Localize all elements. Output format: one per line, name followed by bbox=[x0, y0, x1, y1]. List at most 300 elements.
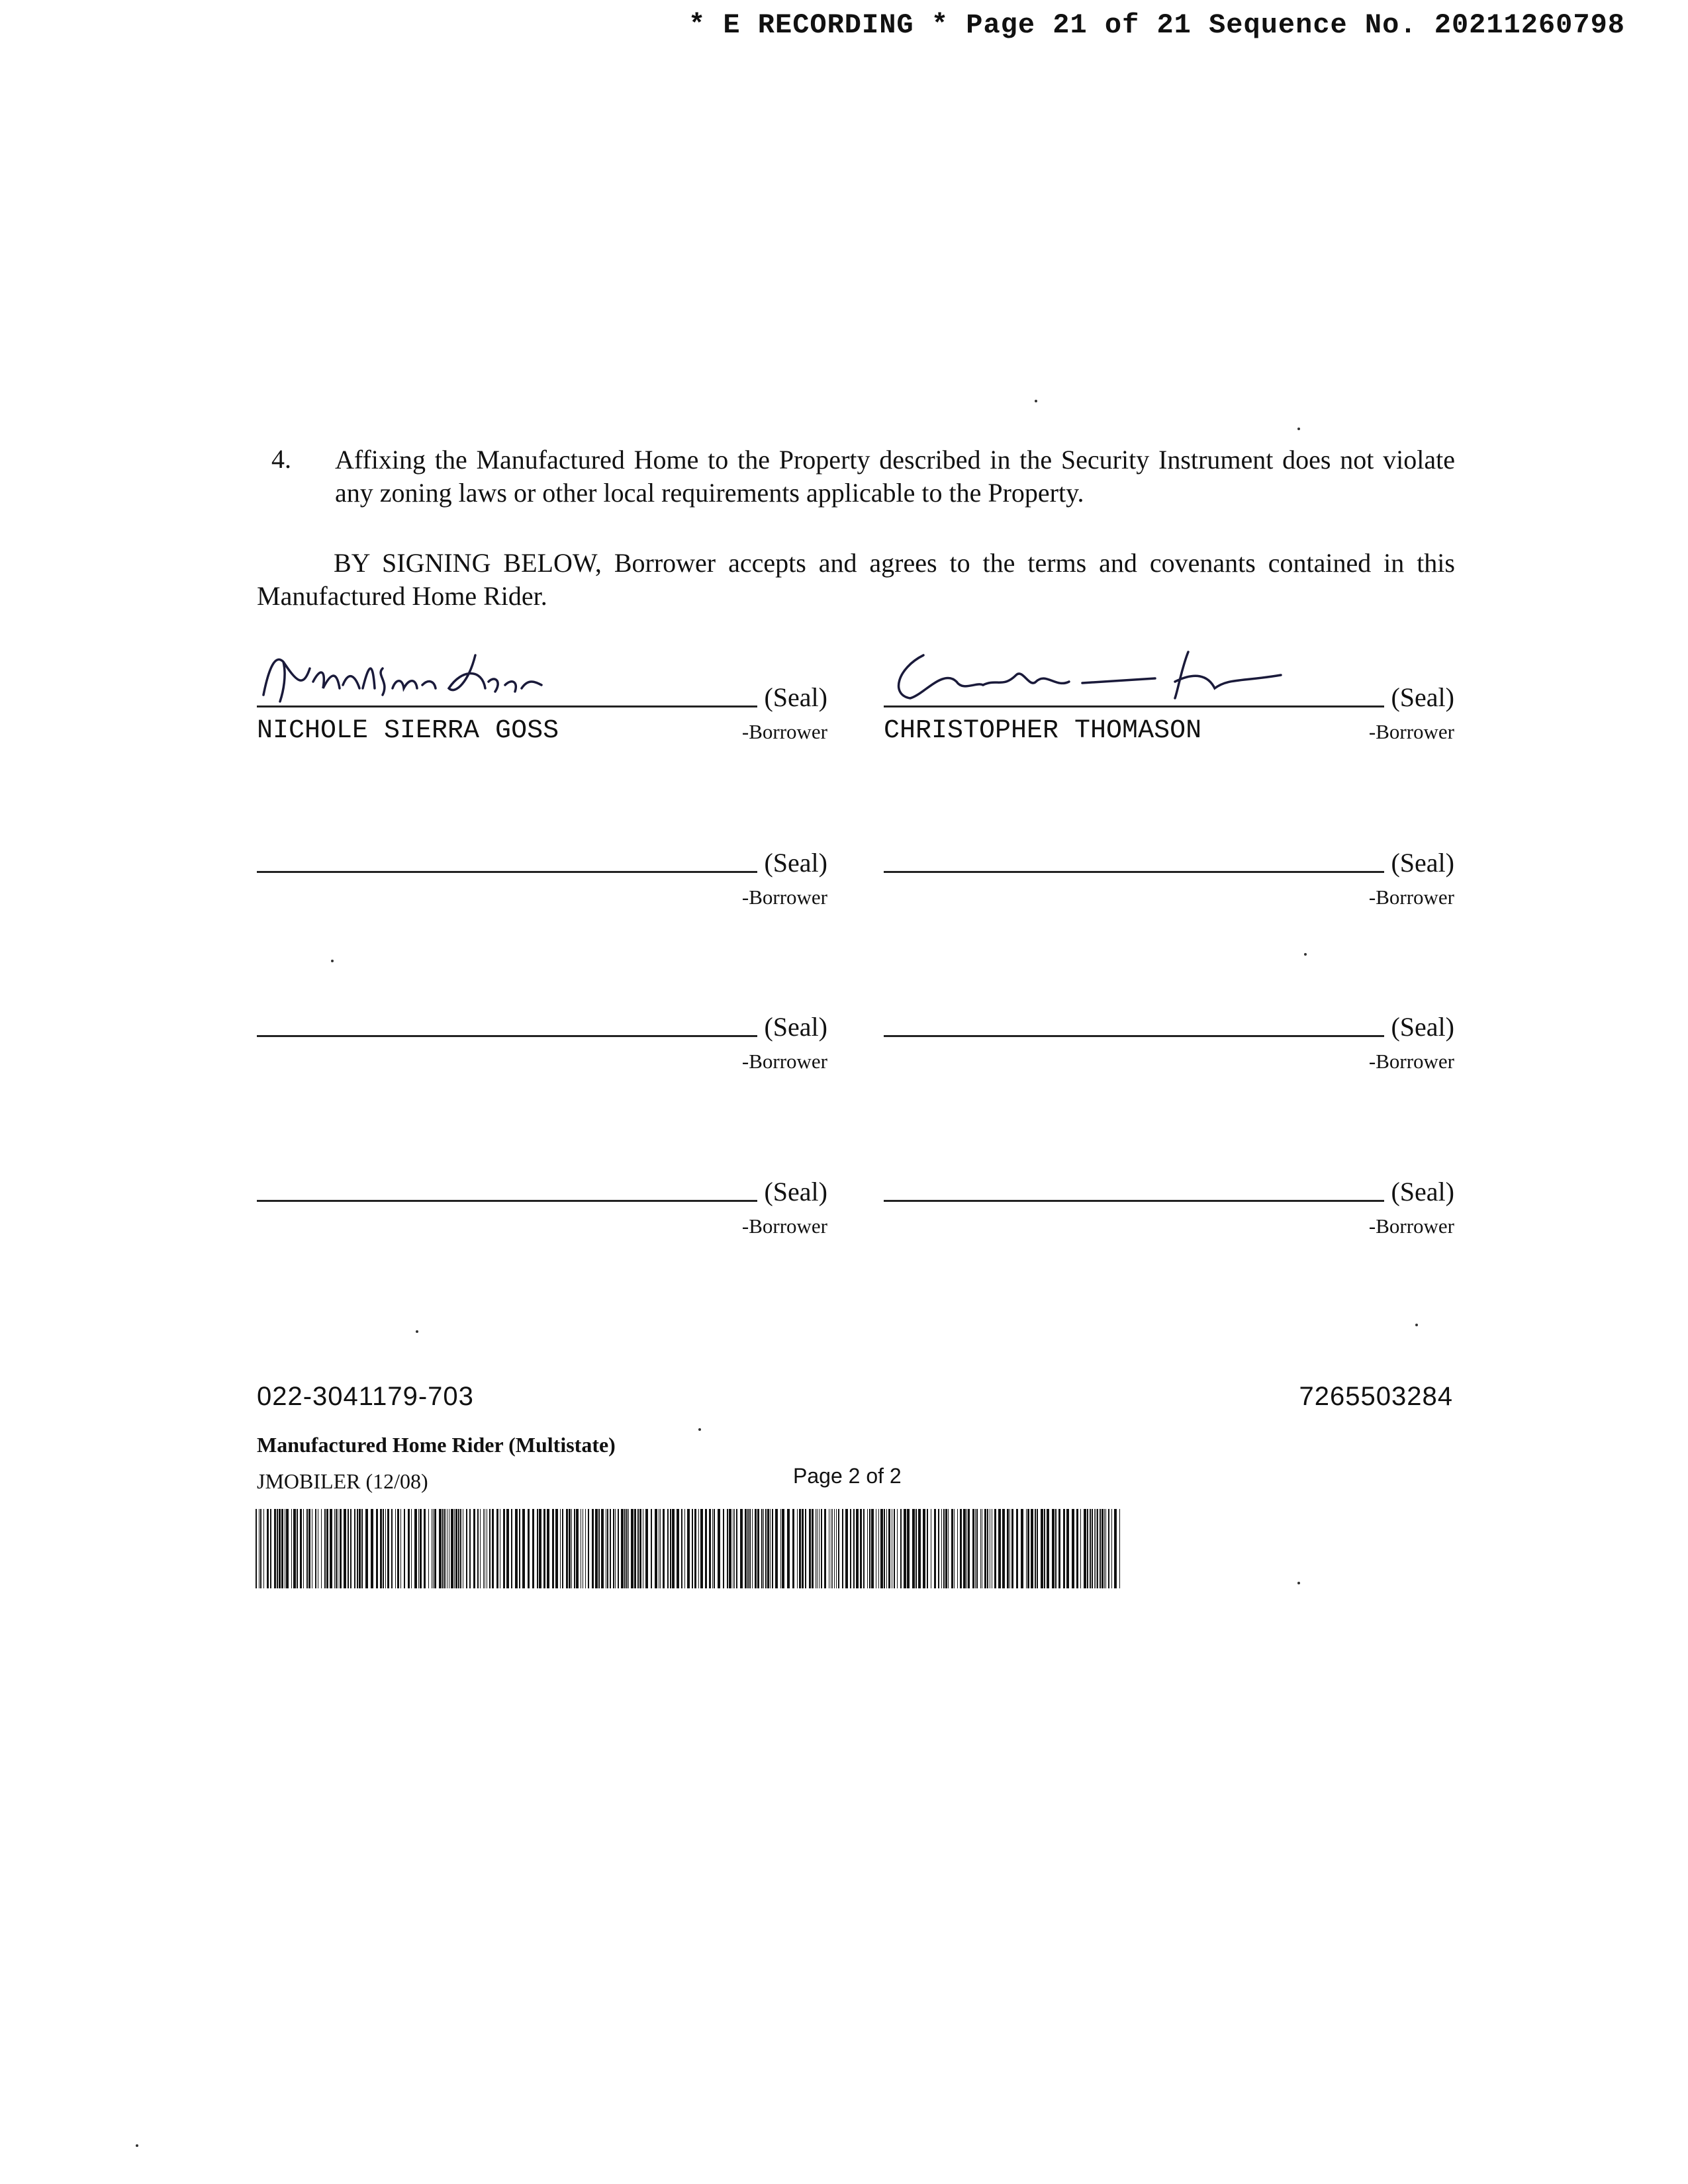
barcode-bar bbox=[326, 1509, 328, 1588]
barcode-bar bbox=[489, 1509, 491, 1588]
barcode-bar bbox=[667, 1509, 669, 1588]
barcode-bar bbox=[884, 1509, 885, 1588]
barcode-bar bbox=[1102, 1509, 1103, 1588]
barcode-bar bbox=[799, 1509, 801, 1588]
signature-christopher bbox=[884, 642, 1294, 708]
barcode bbox=[256, 1509, 1120, 1588]
barcode-bar bbox=[749, 1509, 751, 1588]
barcode-bar bbox=[428, 1509, 429, 1588]
barcode-bar bbox=[601, 1509, 604, 1588]
barcode-bar bbox=[571, 1509, 572, 1588]
barcode-bar bbox=[1097, 1509, 1098, 1588]
barcode-bar bbox=[1108, 1509, 1109, 1588]
barcode-bar bbox=[1055, 1509, 1056, 1588]
barcode-bar bbox=[286, 1509, 289, 1588]
signature-line bbox=[257, 1200, 757, 1202]
barcode-bar bbox=[420, 1509, 422, 1588]
barcode-bar bbox=[291, 1509, 292, 1588]
signature-block-2 bbox=[884, 662, 1454, 746]
barcode-bar bbox=[562, 1509, 563, 1588]
barcode-bar bbox=[670, 1509, 671, 1588]
barcode-bar bbox=[439, 1509, 442, 1588]
barcode-bar bbox=[365, 1509, 368, 1588]
scan-speck bbox=[1415, 1324, 1418, 1326]
barcode-bar bbox=[607, 1509, 608, 1588]
barcode-bar bbox=[1035, 1509, 1036, 1588]
barcode-bar bbox=[615, 1509, 616, 1588]
barcode-bar bbox=[972, 1509, 974, 1588]
barcode-bar bbox=[411, 1509, 412, 1588]
barcode-bar bbox=[344, 1509, 346, 1588]
barcode-bar bbox=[424, 1509, 426, 1588]
barcode-bar bbox=[1002, 1509, 1005, 1588]
barcode-bar bbox=[687, 1509, 690, 1588]
barcode-bar bbox=[395, 1509, 396, 1588]
barcode-bar bbox=[279, 1509, 281, 1588]
barcode-bar bbox=[740, 1509, 743, 1588]
barcode-bar bbox=[912, 1509, 915, 1588]
barcode-bar bbox=[400, 1509, 401, 1588]
barcode-bar bbox=[765, 1509, 767, 1588]
barcode-bar bbox=[888, 1509, 890, 1588]
barcode-bar bbox=[334, 1509, 335, 1588]
barcode-bar bbox=[927, 1509, 928, 1588]
barcode-bar bbox=[645, 1509, 648, 1588]
acceptance-paragraph: BY SIGNING BELOW, Borrower accepts and agrees to the terms and covenants contained in this Manufactured Home Rider. bbox=[257, 548, 1455, 611]
barcode-bar bbox=[387, 1509, 389, 1588]
scan-speck bbox=[698, 1428, 701, 1431]
barcode-bar bbox=[1016, 1509, 1018, 1588]
barcode-bar bbox=[1072, 1509, 1074, 1588]
item-4-text: Affixing the Manufactured Home to the Property described in the Security Instrument does not violate any zoning laws or other local requirements applicable to the Property. bbox=[335, 445, 1455, 508]
seal-label: (Seal) bbox=[1391, 1012, 1454, 1042]
barcode-bar bbox=[968, 1509, 970, 1588]
barcode-bar bbox=[797, 1509, 798, 1588]
barcode-bar bbox=[624, 1509, 626, 1588]
signature-line bbox=[884, 705, 1384, 707]
barcode-bar bbox=[519, 1509, 520, 1588]
barcode-bar bbox=[414, 1509, 417, 1588]
barcode-bar bbox=[451, 1509, 453, 1588]
barcode-bar bbox=[1052, 1509, 1055, 1588]
barcode-bar bbox=[404, 1509, 405, 1588]
barcode-bar bbox=[948, 1509, 949, 1588]
barcode-bar bbox=[705, 1509, 707, 1588]
barcode-bar bbox=[576, 1509, 579, 1588]
barcode-bar bbox=[613, 1509, 614, 1588]
barcode-bar bbox=[1063, 1509, 1065, 1588]
barcode-bar bbox=[957, 1509, 958, 1588]
barcode-bar bbox=[897, 1509, 898, 1588]
borrower-label: -Borrower bbox=[1368, 1214, 1454, 1238]
barcode-bar bbox=[880, 1509, 883, 1588]
seal-label: (Seal) bbox=[1391, 682, 1454, 712]
barcode-bar bbox=[1007, 1509, 1009, 1588]
barcode-bar bbox=[371, 1509, 373, 1588]
barcode-bar bbox=[270, 1509, 271, 1588]
borrower-label: -Borrower bbox=[1368, 1050, 1454, 1073]
barcode-bar bbox=[894, 1509, 895, 1588]
barcode-bar bbox=[709, 1509, 711, 1588]
barcode-bar bbox=[871, 1509, 874, 1588]
form-code: JMOBILER (12/08) bbox=[257, 1469, 428, 1493]
barcode-bar bbox=[817, 1509, 818, 1588]
barcode-bar bbox=[915, 1509, 917, 1588]
signature-nichole bbox=[257, 642, 548, 708]
barcode-bar bbox=[477, 1509, 479, 1588]
barcode-bar bbox=[376, 1509, 378, 1588]
barcode-bar bbox=[1031, 1509, 1033, 1588]
barcode-bar bbox=[869, 1509, 870, 1588]
barcode-bar bbox=[631, 1509, 633, 1588]
barcode-bar bbox=[348, 1509, 349, 1588]
barcode-bar bbox=[1021, 1509, 1023, 1588]
barcode-bar bbox=[511, 1509, 512, 1588]
barcode-bar bbox=[718, 1509, 720, 1588]
barcode-bar bbox=[1084, 1509, 1086, 1588]
signature-line bbox=[884, 871, 1384, 873]
item-number: 4. bbox=[271, 444, 291, 474]
page-number: Page 2 of 2 bbox=[793, 1464, 902, 1488]
barcode-bar bbox=[408, 1509, 410, 1588]
scan-speck bbox=[1035, 400, 1037, 402]
seal-label: (Seal) bbox=[764, 1177, 827, 1206]
barcode-bar bbox=[780, 1509, 781, 1588]
barcode-bar bbox=[274, 1509, 276, 1588]
signature-line bbox=[884, 1200, 1384, 1202]
signature-block-5 bbox=[257, 991, 827, 1071]
barcode-bar bbox=[639, 1509, 641, 1588]
barcode-bar bbox=[297, 1509, 298, 1588]
barcode-bar bbox=[336, 1509, 337, 1588]
barcode-bar bbox=[433, 1509, 434, 1588]
barcode-bar bbox=[752, 1509, 753, 1588]
barcode-bar bbox=[555, 1509, 558, 1588]
barcode-bar bbox=[836, 1509, 837, 1588]
barcode-bar bbox=[361, 1509, 363, 1588]
form-name: Manufactured Home Rider (Multistate) bbox=[257, 1433, 616, 1457]
barcode-bar bbox=[712, 1509, 713, 1588]
barcode-bar bbox=[692, 1509, 693, 1588]
barcode-bar bbox=[598, 1509, 600, 1588]
barcode-bar bbox=[842, 1509, 843, 1588]
barcode-bar bbox=[867, 1509, 868, 1588]
barcode-bar bbox=[1041, 1509, 1043, 1588]
barcode-bar bbox=[951, 1509, 953, 1588]
barcode-bar bbox=[941, 1509, 942, 1588]
barcode-bar bbox=[763, 1509, 764, 1588]
barcode-bar bbox=[792, 1509, 794, 1588]
barcode-bar bbox=[736, 1509, 737, 1588]
barcode-bar bbox=[503, 1509, 505, 1588]
barcode-bar bbox=[434, 1509, 436, 1588]
barcode-bar bbox=[293, 1509, 296, 1588]
barcode-bar bbox=[677, 1509, 679, 1588]
barcode-bar bbox=[809, 1509, 811, 1588]
barcode-bar bbox=[681, 1509, 682, 1588]
barcode-bar bbox=[714, 1509, 715, 1588]
barcode-bar bbox=[938, 1509, 939, 1588]
barcode-bar bbox=[260, 1509, 261, 1588]
barcode-bar bbox=[1066, 1509, 1069, 1588]
seal-label: (Seal) bbox=[764, 682, 827, 712]
barcode-bar bbox=[878, 1509, 879, 1588]
signature-block-3 bbox=[257, 827, 827, 907]
barcode-bar bbox=[528, 1509, 530, 1588]
barcode-bar bbox=[466, 1509, 467, 1588]
barcode-bar bbox=[380, 1509, 382, 1588]
barcode-bar bbox=[585, 1509, 586, 1588]
barcode-bar bbox=[663, 1509, 665, 1588]
barcode-bar bbox=[306, 1509, 308, 1588]
borrower-label: -Borrower bbox=[741, 1050, 827, 1073]
signer-name-2: CHRISTOPHER THOMASON bbox=[884, 716, 1202, 746]
barcode-bar bbox=[960, 1509, 962, 1588]
barcode-bar bbox=[621, 1509, 624, 1588]
barcode-bar bbox=[1119, 1509, 1120, 1588]
barcode-bar bbox=[918, 1509, 921, 1588]
scan-speck bbox=[331, 960, 334, 962]
scan-speck bbox=[136, 2144, 138, 2147]
barcode-bar bbox=[755, 1509, 757, 1588]
barcode-bar bbox=[824, 1509, 826, 1588]
barcode-bar bbox=[552, 1509, 554, 1588]
barcode-bar bbox=[832, 1509, 833, 1588]
barcode-bar bbox=[772, 1509, 773, 1588]
barcode-bar bbox=[506, 1509, 509, 1588]
barcode-bar bbox=[900, 1509, 902, 1588]
barcode-bar bbox=[277, 1509, 278, 1588]
barcode-bar bbox=[1047, 1509, 1049, 1588]
barcode-bar bbox=[821, 1509, 822, 1588]
barcode-bar bbox=[980, 1509, 981, 1588]
barcode-bar bbox=[904, 1509, 906, 1588]
barcode-bar bbox=[385, 1509, 386, 1588]
barcode-bar bbox=[1009, 1509, 1010, 1588]
signature-line bbox=[884, 1035, 1384, 1037]
barcode-bar bbox=[460, 1509, 461, 1588]
barcode-bar bbox=[923, 1509, 925, 1588]
barcode-bar bbox=[515, 1509, 518, 1588]
barcode-bar bbox=[1092, 1509, 1093, 1588]
signature-block-8 bbox=[884, 1156, 1454, 1236]
barcode-bar bbox=[994, 1509, 996, 1588]
barcode-bar bbox=[1104, 1509, 1105, 1588]
signature-line bbox=[257, 871, 757, 873]
barcode-bar bbox=[729, 1509, 731, 1588]
barcode-bar bbox=[672, 1509, 675, 1588]
seal-label: (Seal) bbox=[764, 1012, 827, 1042]
signature-block-7 bbox=[257, 1156, 827, 1236]
barcode-bar bbox=[595, 1509, 598, 1588]
barcode-bar bbox=[391, 1509, 393, 1588]
barcode-bar bbox=[458, 1509, 459, 1588]
signature-block-4 bbox=[884, 827, 1454, 907]
barcode-bar bbox=[1090, 1509, 1091, 1588]
barcode-bar bbox=[442, 1509, 444, 1588]
barcode-bar bbox=[324, 1509, 326, 1588]
barcode-bar bbox=[805, 1509, 806, 1588]
seal-label: (Seal) bbox=[764, 848, 827, 878]
scan-speck bbox=[1297, 1582, 1300, 1584]
barcode-bar bbox=[610, 1509, 611, 1588]
barcode-bar bbox=[469, 1509, 471, 1588]
barcode-bar bbox=[303, 1509, 304, 1588]
barcode-bar bbox=[834, 1509, 835, 1588]
barcode-bar bbox=[492, 1509, 494, 1588]
barcode-bar bbox=[321, 1509, 322, 1588]
barcode-bar bbox=[1080, 1509, 1081, 1588]
barcode-bar bbox=[300, 1509, 302, 1588]
seal-label: (Seal) bbox=[1391, 848, 1454, 878]
barcode-bar bbox=[569, 1509, 571, 1588]
barcode-bar bbox=[853, 1509, 855, 1588]
barcode-bar bbox=[1114, 1509, 1117, 1588]
barcode-bar bbox=[863, 1509, 865, 1588]
barcode-bar bbox=[547, 1509, 549, 1588]
barcode-bar bbox=[838, 1509, 839, 1588]
barcode-bar bbox=[734, 1509, 735, 1588]
barcode-bar bbox=[1076, 1509, 1078, 1588]
barcode-bar bbox=[350, 1509, 352, 1588]
barcode-bar bbox=[954, 1509, 955, 1588]
signature-block-1 bbox=[257, 662, 827, 746]
barcode-bar bbox=[1011, 1509, 1013, 1588]
barcode-bar bbox=[698, 1509, 699, 1588]
barcode-bar bbox=[975, 1509, 976, 1588]
barcode-bar bbox=[628, 1509, 629, 1588]
barcode-bar bbox=[1087, 1509, 1088, 1588]
signer-name-1: NICHOLE SIERRA GOSS bbox=[257, 716, 559, 746]
barcode-bar bbox=[787, 1509, 790, 1588]
barcode-bar bbox=[845, 1509, 848, 1588]
barcode-bar bbox=[267, 1509, 269, 1588]
barcode-bar bbox=[782, 1509, 784, 1588]
barcode-bar bbox=[963, 1509, 966, 1588]
barcode-bar bbox=[1026, 1509, 1027, 1588]
barcode-bar bbox=[1100, 1509, 1101, 1588]
barcode-bar bbox=[745, 1509, 747, 1588]
barcode-bar bbox=[574, 1509, 575, 1588]
barcode-bar bbox=[934, 1509, 936, 1588]
barcode-bar bbox=[684, 1509, 685, 1588]
barcode-bar bbox=[812, 1509, 814, 1588]
barcode-bar bbox=[480, 1509, 481, 1588]
barcode-bar bbox=[418, 1509, 419, 1588]
barcode-bar bbox=[723, 1509, 724, 1588]
borrower-label: -Borrower bbox=[741, 886, 827, 909]
barcode-bar bbox=[757, 1509, 759, 1588]
barcode-bar bbox=[850, 1509, 851, 1588]
barcode-bar bbox=[532, 1509, 534, 1588]
signature-block-6 bbox=[884, 991, 1454, 1071]
barcode-bar bbox=[770, 1509, 771, 1588]
barcode-bar bbox=[1105, 1509, 1106, 1588]
barcode-bar bbox=[943, 1509, 945, 1588]
barcode-bar bbox=[560, 1509, 561, 1588]
borrower-label: -Borrower bbox=[1368, 720, 1454, 743]
barcode-bar bbox=[315, 1509, 316, 1588]
barcode-bar bbox=[522, 1509, 525, 1588]
barcode-bar bbox=[539, 1509, 541, 1588]
barcode-bar bbox=[1044, 1509, 1045, 1588]
barcode-bar bbox=[537, 1509, 538, 1588]
barcode-bar bbox=[1058, 1509, 1060, 1588]
barcode-bar bbox=[655, 1509, 657, 1588]
barcode-bar bbox=[566, 1509, 568, 1588]
scan-speck bbox=[416, 1330, 418, 1333]
barcode-bar bbox=[1037, 1509, 1038, 1588]
barcode-bar bbox=[945, 1509, 947, 1588]
barcode-bar bbox=[256, 1509, 257, 1588]
barcode-bar bbox=[588, 1509, 589, 1588]
barcode-bar bbox=[886, 1509, 887, 1588]
barcode-bar bbox=[618, 1509, 619, 1588]
barcode-bar bbox=[767, 1509, 769, 1588]
signature-line bbox=[257, 705, 757, 707]
borrower-label: -Borrower bbox=[741, 720, 827, 743]
barcode-bar bbox=[263, 1509, 264, 1588]
barcode-bar bbox=[651, 1509, 652, 1588]
barcode-bar bbox=[357, 1509, 358, 1588]
barcode-bar bbox=[340, 1509, 342, 1588]
barcode-bar bbox=[359, 1509, 361, 1588]
barcode-bar bbox=[1027, 1509, 1029, 1588]
seal-label: (Seal) bbox=[1391, 1177, 1454, 1206]
loan-number: 022-3041179-703 bbox=[257, 1382, 474, 1411]
barcode-bar bbox=[444, 1509, 445, 1588]
barcode-bar bbox=[308, 1509, 310, 1588]
barcode-bar bbox=[819, 1509, 820, 1588]
barcode-bar bbox=[592, 1509, 594, 1588]
reference-number: 7265503284 bbox=[1299, 1382, 1453, 1411]
barcode-bar bbox=[483, 1509, 484, 1588]
barcode-bar bbox=[694, 1509, 696, 1588]
barcode-bar bbox=[747, 1509, 749, 1588]
barcode-bar bbox=[281, 1509, 283, 1588]
barcode-bar bbox=[660, 1509, 661, 1588]
barcode-bar bbox=[700, 1509, 703, 1588]
barcode-bar bbox=[626, 1509, 628, 1588]
barcode-bar bbox=[856, 1509, 859, 1588]
barcode-bar bbox=[383, 1509, 384, 1588]
barcode-bar bbox=[454, 1509, 455, 1588]
scan-speck bbox=[1304, 953, 1307, 956]
barcode-bar bbox=[976, 1509, 978, 1588]
borrower-label: -Borrower bbox=[1368, 886, 1454, 909]
barcode-bar bbox=[473, 1509, 475, 1588]
barcode-bar bbox=[634, 1509, 636, 1588]
barcode-bar bbox=[455, 1509, 457, 1588]
barcode-bar bbox=[984, 1509, 986, 1588]
barcode-bar bbox=[987, 1509, 988, 1588]
barcode-bar bbox=[543, 1509, 545, 1588]
scan-speck bbox=[1297, 428, 1300, 430]
barcode-bar bbox=[727, 1509, 728, 1588]
barcode-bar bbox=[1094, 1509, 1095, 1588]
barcode-bar bbox=[966, 1509, 967, 1588]
barcode-bar bbox=[761, 1509, 763, 1588]
barcode-bar bbox=[998, 1509, 1001, 1588]
barcode-bar bbox=[354, 1509, 355, 1588]
barcode-bar bbox=[330, 1509, 332, 1588]
barcode-bar bbox=[802, 1509, 804, 1588]
borrower-label: -Borrower bbox=[741, 1214, 827, 1238]
barcode-bar bbox=[860, 1509, 862, 1588]
barcode-bar bbox=[397, 1509, 399, 1588]
barcode-bar bbox=[637, 1509, 639, 1588]
signature-line bbox=[257, 1035, 757, 1037]
